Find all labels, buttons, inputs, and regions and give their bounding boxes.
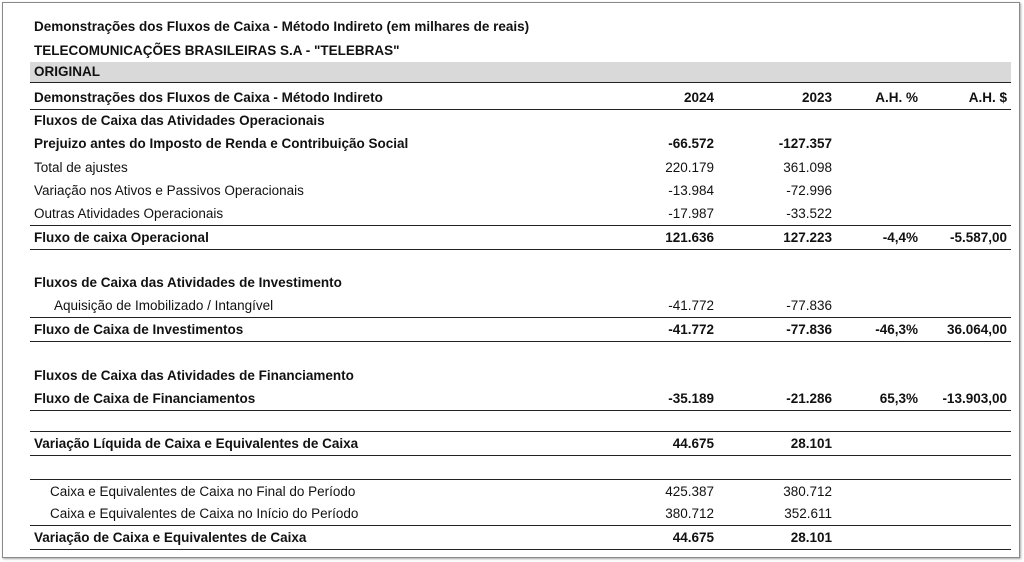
value-ah-pct: -46,3% bbox=[875, 322, 918, 337]
value-2023: -77.836 bbox=[786, 322, 832, 337]
value-2023: 352.611 bbox=[784, 506, 832, 521]
value-2024: -17.987 bbox=[668, 206, 714, 221]
value-ah-val: -5.587,00 bbox=[949, 230, 1007, 245]
value-2024: 425.387 bbox=[665, 484, 714, 499]
row-label: Variação de Caixa e Equivalentes de Caixa bbox=[34, 530, 307, 545]
header-label: Demonstrações dos Fluxos de Caixa - Método Indireto bbox=[34, 90, 383, 105]
row-label: Fluxo de caixa Operacional bbox=[34, 230, 209, 245]
row-label: Outras Atividades Operacionais bbox=[34, 206, 224, 221]
row-label: Prejuizo antes do Imposto de Renda e Contribuição Social bbox=[34, 136, 409, 151]
table-header bbox=[30, 86, 1011, 110]
value-ah-pct: -4,4% bbox=[882, 230, 918, 245]
value-2023: 380.712 bbox=[783, 484, 832, 499]
value-2023: -33.522 bbox=[786, 206, 832, 221]
value-2023: -21.286 bbox=[786, 391, 832, 406]
value-2024: 44.675 bbox=[672, 530, 714, 545]
value-2024: 44.675 bbox=[672, 436, 714, 451]
table-row bbox=[30, 479, 1011, 503]
value-2024: -13.984 bbox=[668, 183, 714, 198]
row-label: Fluxo de Caixa de Financiamentos bbox=[34, 391, 256, 406]
value-2024: -35.189 bbox=[668, 391, 714, 406]
company-text: TELECOMUNICAÇÕES BRASILEIRAS S.A - "TELEBRAS" bbox=[34, 43, 400, 58]
table-row bbox=[30, 132, 1011, 155]
total-row-operacional bbox=[30, 226, 1011, 250]
value-2023: 127.223 bbox=[783, 230, 832, 245]
value-2023: -77.836 bbox=[786, 298, 832, 313]
value-ah-pct: 65,3% bbox=[879, 391, 918, 406]
value-2023: 28.101 bbox=[790, 436, 832, 451]
total-row-variacao-liquida bbox=[30, 431, 1011, 456]
total-row-investimentos bbox=[30, 318, 1011, 342]
header-2024: 2024 bbox=[683, 90, 714, 105]
value-2024: 220.179 bbox=[665, 160, 714, 175]
value-2023: 361.098 bbox=[783, 160, 832, 175]
value-2024: 121.636 bbox=[665, 230, 714, 245]
operacional-title bbox=[30, 109, 1011, 132]
header-ah-val: A.H. $ bbox=[968, 90, 1007, 105]
row-label: Variação Líquida de Caixa e Equivalentes de Caixa bbox=[34, 436, 359, 451]
header-ah-pct: A.H. % bbox=[875, 90, 918, 105]
row-label: Aquisição de Imobilizado / Intangível bbox=[54, 298, 274, 313]
row-label: Fluxo de Caixa de Investimentos bbox=[34, 322, 244, 337]
value-ah-val: -13.903,00 bbox=[942, 391, 1007, 406]
total-row-variacao-caixa bbox=[30, 526, 1011, 550]
row-label: Fluxos de Caixa das Atividades Operacionais bbox=[34, 113, 325, 128]
row-label: Total de ajustes bbox=[34, 160, 128, 175]
company-name bbox=[30, 39, 1011, 62]
header-2023: 2023 bbox=[801, 90, 832, 105]
value-ah-val: 36.064,00 bbox=[946, 322, 1007, 337]
row-label: Caixa e Equivalentes de Caixa no Início do Período bbox=[50, 506, 359, 521]
row-label: Fluxos de Caixa das Atividades de Investimento bbox=[34, 275, 342, 290]
investimento-title bbox=[30, 271, 1011, 294]
document-title bbox=[30, 15, 1011, 38]
table-row bbox=[30, 156, 1011, 179]
table-row bbox=[30, 202, 1011, 226]
value-2024: -41.772 bbox=[668, 298, 714, 313]
table-row bbox=[30, 294, 1011, 318]
value-2024: 380.712 bbox=[665, 506, 714, 521]
table-row bbox=[30, 502, 1011, 526]
row-label: Variação nos Ativos e Passivos Operacionais bbox=[34, 183, 304, 198]
row-label: Fluxos de Caixa das Atividades de Financiamento bbox=[34, 368, 354, 383]
value-2024: -41.772 bbox=[668, 322, 714, 337]
section-header-original bbox=[30, 62, 1011, 83]
financiamento-title bbox=[30, 364, 1011, 387]
title-text: Demonstrações dos Fluxos de Caixa - Método Indireto (em milhares de reais) bbox=[34, 19, 530, 34]
total-row-financiamentos bbox=[30, 387, 1011, 411]
value-2023: 28.101 bbox=[790, 530, 832, 545]
value-2023: -127.357 bbox=[778, 136, 832, 151]
section-text: ORIGINAL bbox=[34, 64, 100, 79]
value-2024: -66.572 bbox=[668, 136, 714, 151]
document-frame bbox=[2, 2, 1020, 558]
row-label: Caixa e Equivalentes de Caixa no Final do Período bbox=[50, 484, 356, 499]
value-2023: -72.996 bbox=[786, 183, 832, 198]
table-row bbox=[30, 179, 1011, 202]
